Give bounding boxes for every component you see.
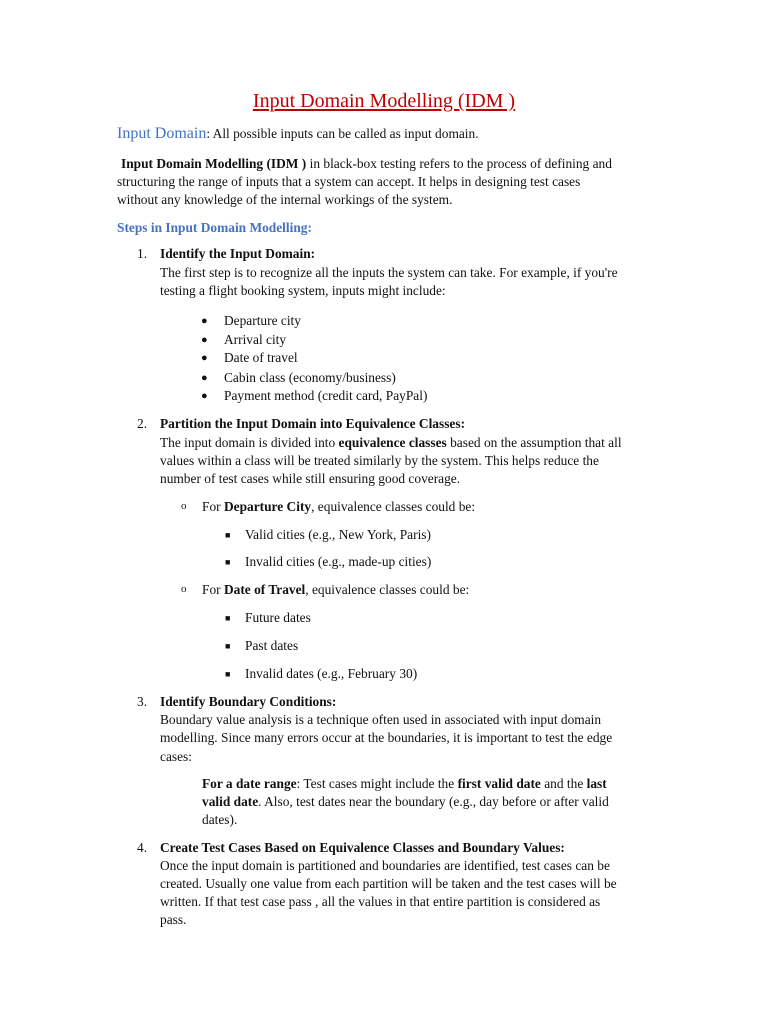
departure-city-term: Departure City	[223, 499, 312, 514]
input-domain-definition-text: : All possible inputs can be called as input domain.	[206, 126, 479, 141]
step1-line2: testing a flight booking system, inputs might include:	[160, 283, 446, 298]
bullet-text: Payment method (credit card, PayPal)	[224, 388, 428, 403]
date-range-note-line3: dates).	[202, 812, 238, 827]
step-number: 1.	[137, 246, 148, 261]
bullet-dot-icon: ●	[201, 334, 208, 346]
bullet-dot-icon: ●	[201, 315, 208, 327]
date-of-travel-term: Date of Travel	[223, 582, 306, 597]
idm-paragraph-line3: without any knowledge of the internal workings of the system.	[117, 192, 453, 207]
square-bullet-icon: ■	[225, 613, 231, 623]
step4-line4: pass.	[160, 912, 187, 927]
page-title	[0, 88, 768, 114]
step4-line1: Once the input domain is partitioned and boundaries are identified, test cases can be	[160, 858, 610, 873]
input-domain-term: Input Domain	[117, 125, 207, 142]
step3-heading: Identify Boundary Conditions:	[160, 694, 337, 709]
square-bullet-icon: ■	[225, 669, 231, 679]
bullet-text: Date of travel	[224, 350, 298, 365]
equivalence-classes-term: equivalence classes	[338, 435, 447, 450]
step1-line1: The first step is to recognize all the inputs the system can take. For example, if you're	[160, 265, 618, 280]
idm-paragraph-line2: structuring the range of inputs that a system can accept. It helps in designing test cases	[117, 174, 581, 189]
square-bullet-icon: ■	[225, 530, 231, 540]
input-domain-definition	[117, 125, 647, 144]
title-rest: nput Domain Modelling (IDM )	[259, 90, 516, 112]
date-range-note-line1: For a date range: Test cases might include the first valid date and the last	[202, 776, 607, 791]
step-number: 2.	[137, 416, 148, 431]
step-number: 4.	[137, 840, 148, 855]
steps-heading: Steps in Input Domain Modelling:	[117, 220, 312, 235]
title-text	[253, 90, 515, 112]
circle-bullet-icon: o	[181, 583, 187, 595]
bullet-text: Cabin class (economy/business)	[224, 370, 396, 385]
step4-line2: created. Usually one value from each partition will be taken and the test cases will be	[160, 876, 617, 891]
bullet-text: Departure city	[224, 313, 301, 328]
document-page: Input Domain Modelling (IDM ) Input Domain: All possible inputs can be called as input domain. Input Domain Modelling (IDM ) in black-box testing refers to the process of defining and structuring the range of inputs that a system can accept. It helps in designing test cases without any knowledge of the internal workings of the system. Steps in Input Domain Modelling: 1. Identify the Input Domain: The first step is to recognize all the inputs the system can take. For example, if you're testing a flight booking system, inputs might include: ● Departure city ● Arrival city ● Date of travel ● Cabin class (economy/business) ● Payment method (credit card, PayPal) 2. Partition the Input Domain into Equivalence Classes: The input domain is divided into equivalence classes based on the assumption that all values within a class will be treated similarly by the system. This helps reduce the number of test cases while still ensuring good coverage. o For Departure City, equivalence classes could be: ■ Valid cities (e.g., New York, Paris) ■ Invalid cities (e.g., made-up cities) o For Date of Travel, equivalence classes could be: ■ Future dates ■ Past dates ■ Invalid dates (e.g., February 30) 3. Identify Boundary Conditions: Boundary value analysis is a technique often used in associated with input domain modelling. Since many errors occur at the boundaries, it is important to test the edge cases: For a date range: Test cases might include the first valid date and the last valid date. Also, test dates near the boundary (e.g., day before or after valid dates). 4. Create Test Cases Based on Equivalence Classes and Boundary Values: Once the input domain is partitioned and boundaries are identified, test cases can be created. Usually one value from each partition will be taken and the test cases will be written. If that test case pass , all the values in that entire partition is considered as pass.	[0, 0, 768, 1024]
step3-line1: Boundary value analysis is a technique often used in associated with input domain	[160, 712, 602, 727]
bullet-text: Arrival city	[224, 332, 287, 347]
step1-heading: Identify the Input Domain:	[160, 246, 316, 261]
step4-heading: Create Test Cases Based on Equivalence Classes and Boundary Values:	[160, 840, 565, 855]
date-range-note-line2: valid date. Also, test dates near the boundary (e.g., day before or after valid	[202, 794, 609, 809]
circle-bullet-icon: o	[181, 500, 187, 512]
square-bullet-icon: ■	[225, 641, 231, 651]
bullet-dot-icon: ●	[201, 372, 208, 384]
step2-line3: number of test cases while still ensuring good coverage.	[160, 471, 461, 486]
step2-line1: The input domain is divided into equivalence classes based on the assumption that all	[160, 435, 622, 450]
bullet-dot-icon: ●	[201, 352, 208, 364]
idm-paragraph-line1	[121, 155, 651, 174]
step4-line3: written. If that test case pass , all the values in that entire partition is considered as	[160, 894, 601, 909]
idm-bold-term: Input Domain Modelling (IDM )	[121, 156, 307, 171]
idm-line1: in black-box testing refers to the process of defining and	[306, 156, 612, 171]
bullet-dot-icon: ●	[201, 390, 208, 402]
square-bullet-icon: ■	[225, 557, 231, 567]
step2-heading: Partition the Input Domain into Equivalence Classes:	[160, 416, 466, 431]
step2-line2: values within a class will be treated similarly by the system. This helps reduce the	[160, 453, 599, 468]
step3-line3: cases:	[160, 749, 192, 764]
step3-line2: modelling. Since many errors occur at the boundaries, it is important to test the edge	[160, 730, 613, 745]
title-first-letter: I	[252, 90, 260, 112]
step-number: 3.	[137, 694, 148, 709]
